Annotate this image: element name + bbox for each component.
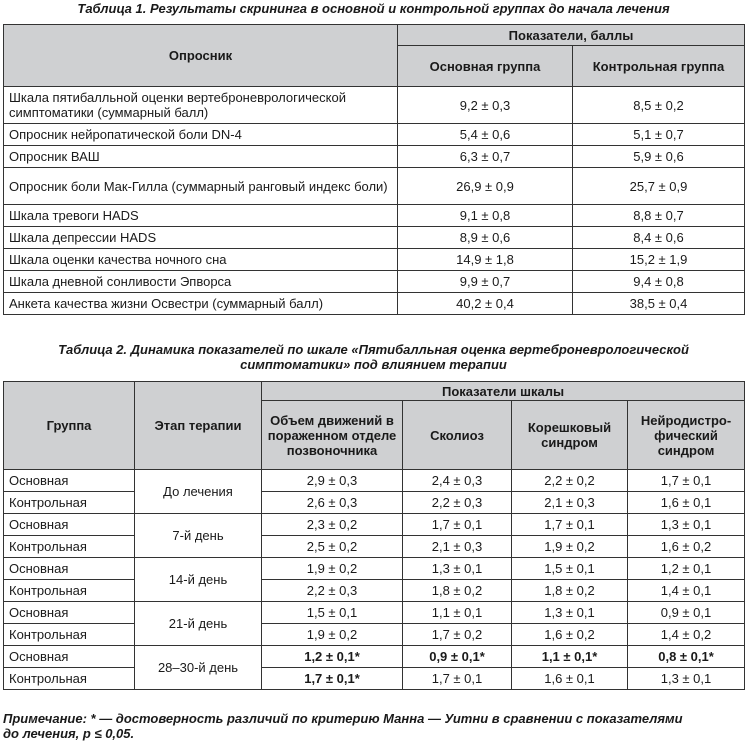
radicular-value: 2,2 ± 0,2 bbox=[512, 470, 628, 492]
header-scoliosis: Сколиоз bbox=[403, 401, 512, 470]
neuro-value: 1,7 ± 0,1 bbox=[628, 470, 745, 492]
row-name: Опросник ВАШ bbox=[4, 146, 398, 168]
movement-value: 1,2 ± 0,1* bbox=[262, 646, 403, 668]
table-row bbox=[4, 624, 745, 646]
control-value: 8,8 ± 0,7 bbox=[573, 205, 745, 227]
group-cell: Контрольная bbox=[4, 668, 135, 690]
control-value: 5,1 ± 0,7 bbox=[573, 124, 745, 146]
scoliosis-value: 2,1 ± 0,3 bbox=[403, 536, 512, 558]
control-value: 9,4 ± 0,8 bbox=[573, 271, 745, 293]
row-name: Анкета качества жизни Освестри (суммарный балл) bbox=[4, 293, 398, 315]
row-name: Шкала оценки качества ночного сна bbox=[4, 249, 398, 271]
movement-value: 2,6 ± 0,3 bbox=[262, 492, 403, 514]
scoliosis-value: 1,7 ± 0,1 bbox=[403, 514, 512, 536]
header-neurodystrophic: Нейродистро-фический синдром bbox=[628, 401, 745, 470]
control-value: 25,7 ± 0,9 bbox=[573, 168, 745, 205]
main-value: 9,2 ± 0,3 bbox=[398, 87, 573, 124]
group-cell: Основная bbox=[4, 514, 135, 536]
neuro-value: 0,8 ± 0,1* bbox=[628, 646, 745, 668]
footnote bbox=[3, 711, 744, 741]
radicular-value: 1,1 ± 0,1* bbox=[512, 646, 628, 668]
control-value: 38,5 ± 0,4 bbox=[573, 293, 745, 315]
main-value: 8,9 ± 0,6 bbox=[398, 227, 573, 249]
scoliosis-value: 1,3 ± 0,1 bbox=[403, 558, 512, 580]
table-row bbox=[4, 205, 745, 227]
table-row bbox=[4, 580, 745, 602]
header-control-group: Контрольная группа bbox=[573, 46, 745, 87]
header-indicators: Показатели, баллы bbox=[398, 25, 745, 46]
movement-value: 2,2 ± 0,3 bbox=[262, 580, 403, 602]
neuro-value: 1,3 ± 0,1 bbox=[628, 668, 745, 690]
radicular-value: 2,1 ± 0,3 bbox=[512, 492, 628, 514]
header-questionnaire: Опросник bbox=[4, 25, 398, 87]
radicular-value: 1,7 ± 0,1 bbox=[512, 514, 628, 536]
movement-value: 2,5 ± 0,2 bbox=[262, 536, 403, 558]
table-row bbox=[4, 536, 745, 558]
radicular-value: 1,8 ± 0,2 bbox=[512, 580, 628, 602]
table-row bbox=[4, 271, 745, 293]
table-row bbox=[4, 227, 745, 249]
scoliosis-value: 1,7 ± 0,2 bbox=[403, 624, 512, 646]
table-row bbox=[4, 668, 745, 690]
row-name: Шкала дневной сонливости Эпворса bbox=[4, 271, 398, 293]
radicular-value: 1,3 ± 0,1 bbox=[512, 602, 628, 624]
group-cell: Контрольная bbox=[4, 580, 135, 602]
table-row bbox=[4, 646, 745, 668]
movement-value: 1,9 ± 0,2 bbox=[262, 624, 403, 646]
control-value: 8,4 ± 0,6 bbox=[573, 227, 745, 249]
main-value: 9,9 ± 0,7 bbox=[398, 271, 573, 293]
group-cell: Основная bbox=[4, 602, 135, 624]
movement-value: 1,7 ± 0,1* bbox=[262, 668, 403, 690]
group-cell: Контрольная bbox=[4, 536, 135, 558]
footnote-line2: до лечения, p ≤ 0,05. bbox=[3, 726, 135, 741]
table-row bbox=[4, 492, 745, 514]
footnote-line1: Примечание: * — достоверность различий по критерию Манна — Уитни в сравнении с показателями bbox=[3, 711, 683, 726]
screening-table bbox=[3, 24, 745, 315]
neuro-value: 1,4 ± 0,2 bbox=[628, 624, 745, 646]
table1-caption: Таблица 1. Результаты скрининга в основной и контрольной группах до начала лечения bbox=[77, 1, 670, 16]
neuro-value: 0,9 ± 0,1 bbox=[628, 602, 745, 624]
scoliosis-value: 1,7 ± 0,1 bbox=[403, 668, 512, 690]
row-name: Шкала тревоги HADS bbox=[4, 205, 398, 227]
table-row bbox=[4, 168, 745, 205]
radicular-value: 1,5 ± 0,1 bbox=[512, 558, 628, 580]
movement-value: 1,5 ± 0,1 bbox=[262, 602, 403, 624]
movement-value: 2,3 ± 0,2 bbox=[262, 514, 403, 536]
radicular-value: 1,9 ± 0,2 bbox=[512, 536, 628, 558]
control-value: 5,9 ± 0,6 bbox=[573, 146, 745, 168]
stage-cell: 28–30-й день bbox=[135, 646, 262, 690]
table-row bbox=[4, 124, 745, 146]
group-cell: Основная bbox=[4, 646, 135, 668]
group-cell: Основная bbox=[4, 470, 135, 492]
main-value: 5,4 ± 0,6 bbox=[398, 124, 573, 146]
stage-cell: До лечения bbox=[135, 470, 262, 514]
table-row bbox=[4, 146, 745, 168]
table-row bbox=[4, 602, 745, 624]
table-row bbox=[4, 470, 745, 492]
header-stage: Этап терапии bbox=[135, 382, 262, 470]
radicular-value: 1,6 ± 0,2 bbox=[512, 624, 628, 646]
row-name: Шкала депрессии HADS bbox=[4, 227, 398, 249]
scoliosis-value: 1,1 ± 0,1 bbox=[403, 602, 512, 624]
table2-caption-line1: Таблица 2. Динамика показателей по шкале «Пятибалльная оценка вертеброневрологической bbox=[58, 342, 689, 357]
table-row bbox=[4, 514, 745, 536]
table-row bbox=[4, 87, 745, 124]
radicular-value: 1,6 ± 0,1 bbox=[512, 668, 628, 690]
stage-cell: 14-й день bbox=[135, 558, 262, 602]
table2-caption bbox=[0, 342, 747, 372]
header-movement: Объем движений в пораженном отделе позвоночника bbox=[262, 401, 403, 470]
row-name: Опросник боли Мак-Гилла (суммарный ранговый индекс боли) bbox=[4, 168, 398, 205]
movement-value: 1,9 ± 0,2 bbox=[262, 558, 403, 580]
movement-value: 2,9 ± 0,3 bbox=[262, 470, 403, 492]
dynamics-table bbox=[3, 381, 745, 690]
main-value: 6,3 ± 0,7 bbox=[398, 146, 573, 168]
group-cell: Контрольная bbox=[4, 624, 135, 646]
neuro-value: 1,2 ± 0,1 bbox=[628, 558, 745, 580]
neuro-value: 1,6 ± 0,2 bbox=[628, 536, 745, 558]
table-row bbox=[4, 249, 745, 271]
table-row bbox=[4, 558, 745, 580]
group-cell: Контрольная bbox=[4, 492, 135, 514]
header-scale-indicators: Показатели шкалы bbox=[262, 382, 745, 401]
main-value: 9,1 ± 0,8 bbox=[398, 205, 573, 227]
header-radicular: Корешковый синдром bbox=[512, 401, 628, 470]
stage-cell: 7-й день bbox=[135, 514, 262, 558]
neuro-value: 1,6 ± 0,1 bbox=[628, 492, 745, 514]
main-value: 14,9 ± 1,8 bbox=[398, 249, 573, 271]
control-value: 8,5 ± 0,2 bbox=[573, 87, 745, 124]
main-value: 26,9 ± 0,9 bbox=[398, 168, 573, 205]
header-group: Группа bbox=[4, 382, 135, 470]
scoliosis-value: 2,4 ± 0,3 bbox=[403, 470, 512, 492]
neuro-value: 1,3 ± 0,1 bbox=[628, 514, 745, 536]
header-main-group: Основная группа bbox=[398, 46, 573, 87]
neuro-value: 1,4 ± 0,1 bbox=[628, 580, 745, 602]
stage-cell: 21-й день bbox=[135, 602, 262, 646]
scoliosis-value: 2,2 ± 0,3 bbox=[403, 492, 512, 514]
row-name: Опросник нейропатической боли DN-4 bbox=[4, 124, 398, 146]
main-value: 40,2 ± 0,4 bbox=[398, 293, 573, 315]
control-value: 15,2 ± 1,9 bbox=[573, 249, 745, 271]
row-name: Шкала пятибалльной оценки вертеброневрологической симптоматики (суммарный балл) bbox=[4, 87, 398, 124]
group-cell: Основная bbox=[4, 558, 135, 580]
table-row bbox=[4, 293, 745, 315]
scoliosis-value: 1,8 ± 0,2 bbox=[403, 580, 512, 602]
scoliosis-value: 0,9 ± 0,1* bbox=[403, 646, 512, 668]
table2-caption-line2: симптоматики» под влиянием терапии bbox=[240, 357, 507, 372]
